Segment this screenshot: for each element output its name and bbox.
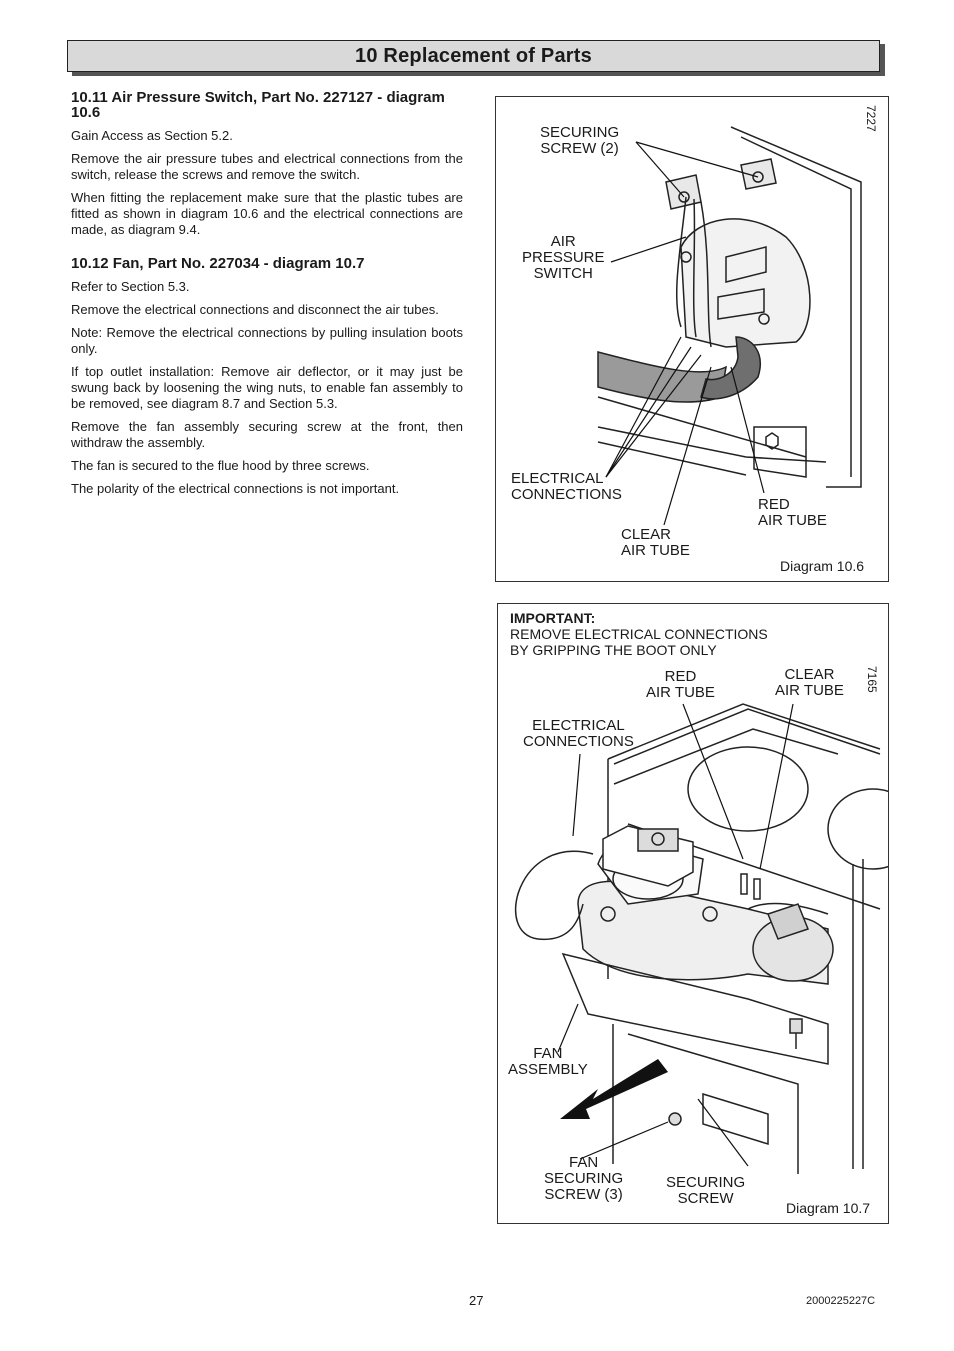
- diagram-code: 7227: [864, 105, 878, 132]
- section-header: [67, 40, 880, 72]
- section-11-heading: 10.11 Air Pressure Switch, Part No. 227127 - diagram 10.6: [71, 89, 445, 121]
- label-electrical-connections: ELECTRICAL CONNECTIONS: [523, 717, 634, 750]
- label-clear-air-tube: CLEAR AIR TUBE: [775, 666, 844, 699]
- section-12-paragraph: The polarity of the electrical connections is not important.: [71, 481, 400, 496]
- diagram-10-6: [495, 96, 889, 582]
- label-fan-securing-screw: FAN SECURING SCREW (3): [544, 1154, 624, 1203]
- section-12-paragraph: If top outlet installation: Remove air deflector, or it may just be swung back by loosening the wing nuts, to enable fan assembly to be removed, see diagram 8.7 and Section 5.3.: [71, 364, 463, 411]
- label-clear-air-tube: CLEAR AIR TUBE: [621, 526, 690, 559]
- section-11-paragraph: When fitting the replacement make sure that the plastic tubes are fitted as shown in diagram 10.6 and the electrical connections are made, as diagram 9.4.: [71, 190, 463, 237]
- label-air-pressure-switch: AIR PRESSURE SWITCH: [522, 233, 605, 282]
- section-12-paragraph: Remove the fan assembly securing screw at the front, then withdraw the assembly.: [71, 419, 463, 450]
- diagram-caption: Diagram 10.7: [786, 1200, 871, 1216]
- section-12-heading: 10.12 Fan, Part No. 227034 - diagram 10.7: [71, 255, 365, 272]
- document-code: 2000225227C: [806, 1295, 876, 1307]
- diagram-caption: Diagram 10.6: [780, 558, 865, 574]
- diagram-code: 7165: [865, 666, 879, 693]
- label-red-air-tube: RED AIR TUBE: [646, 668, 715, 701]
- section-12-paragraph: Remove the electrical connections and disconnect the air tubes.: [71, 302, 439, 317]
- label-securing-screw: SECURING SCREW: [666, 1174, 746, 1207]
- important-line: REMOVE ELECTRICAL CONNECTIONS: [510, 626, 768, 642]
- section-12-paragraph: Note: Remove the electrical connections by pulling insulation boots only.: [71, 325, 463, 356]
- air-pressure-switch-illustration: [496, 97, 888, 581]
- text-column: [71, 90, 463, 504]
- page-number: 27: [469, 1293, 484, 1308]
- label-electrical-connections: ELECTRICAL CONNECTIONS: [511, 470, 622, 503]
- section-12-paragraph: The fan is secured to the flue hood by three screws.: [71, 458, 370, 473]
- important-title: IMPORTANT:: [510, 610, 596, 626]
- section-12-paragraph: Refer to Section 5.3.: [71, 279, 190, 294]
- diagram-10-7: [497, 603, 889, 1224]
- label-fan-assembly: FAN ASSEMBLY: [508, 1045, 588, 1078]
- section-11-paragraph: Remove the air pressure tubes and electrical connections from the switch, release the screws and remove the switch.: [71, 151, 463, 182]
- important-line: BY GRIPPING THE BOOT ONLY: [510, 642, 717, 658]
- section-11-paragraph: Gain Access as Section 5.2.: [71, 128, 233, 143]
- label-securing-screw: SECURING SCREW (2): [540, 124, 620, 157]
- label-red-air-tube: RED AIR TUBE: [758, 496, 827, 529]
- section-title: 10 Replacement of Parts: [355, 45, 592, 67]
